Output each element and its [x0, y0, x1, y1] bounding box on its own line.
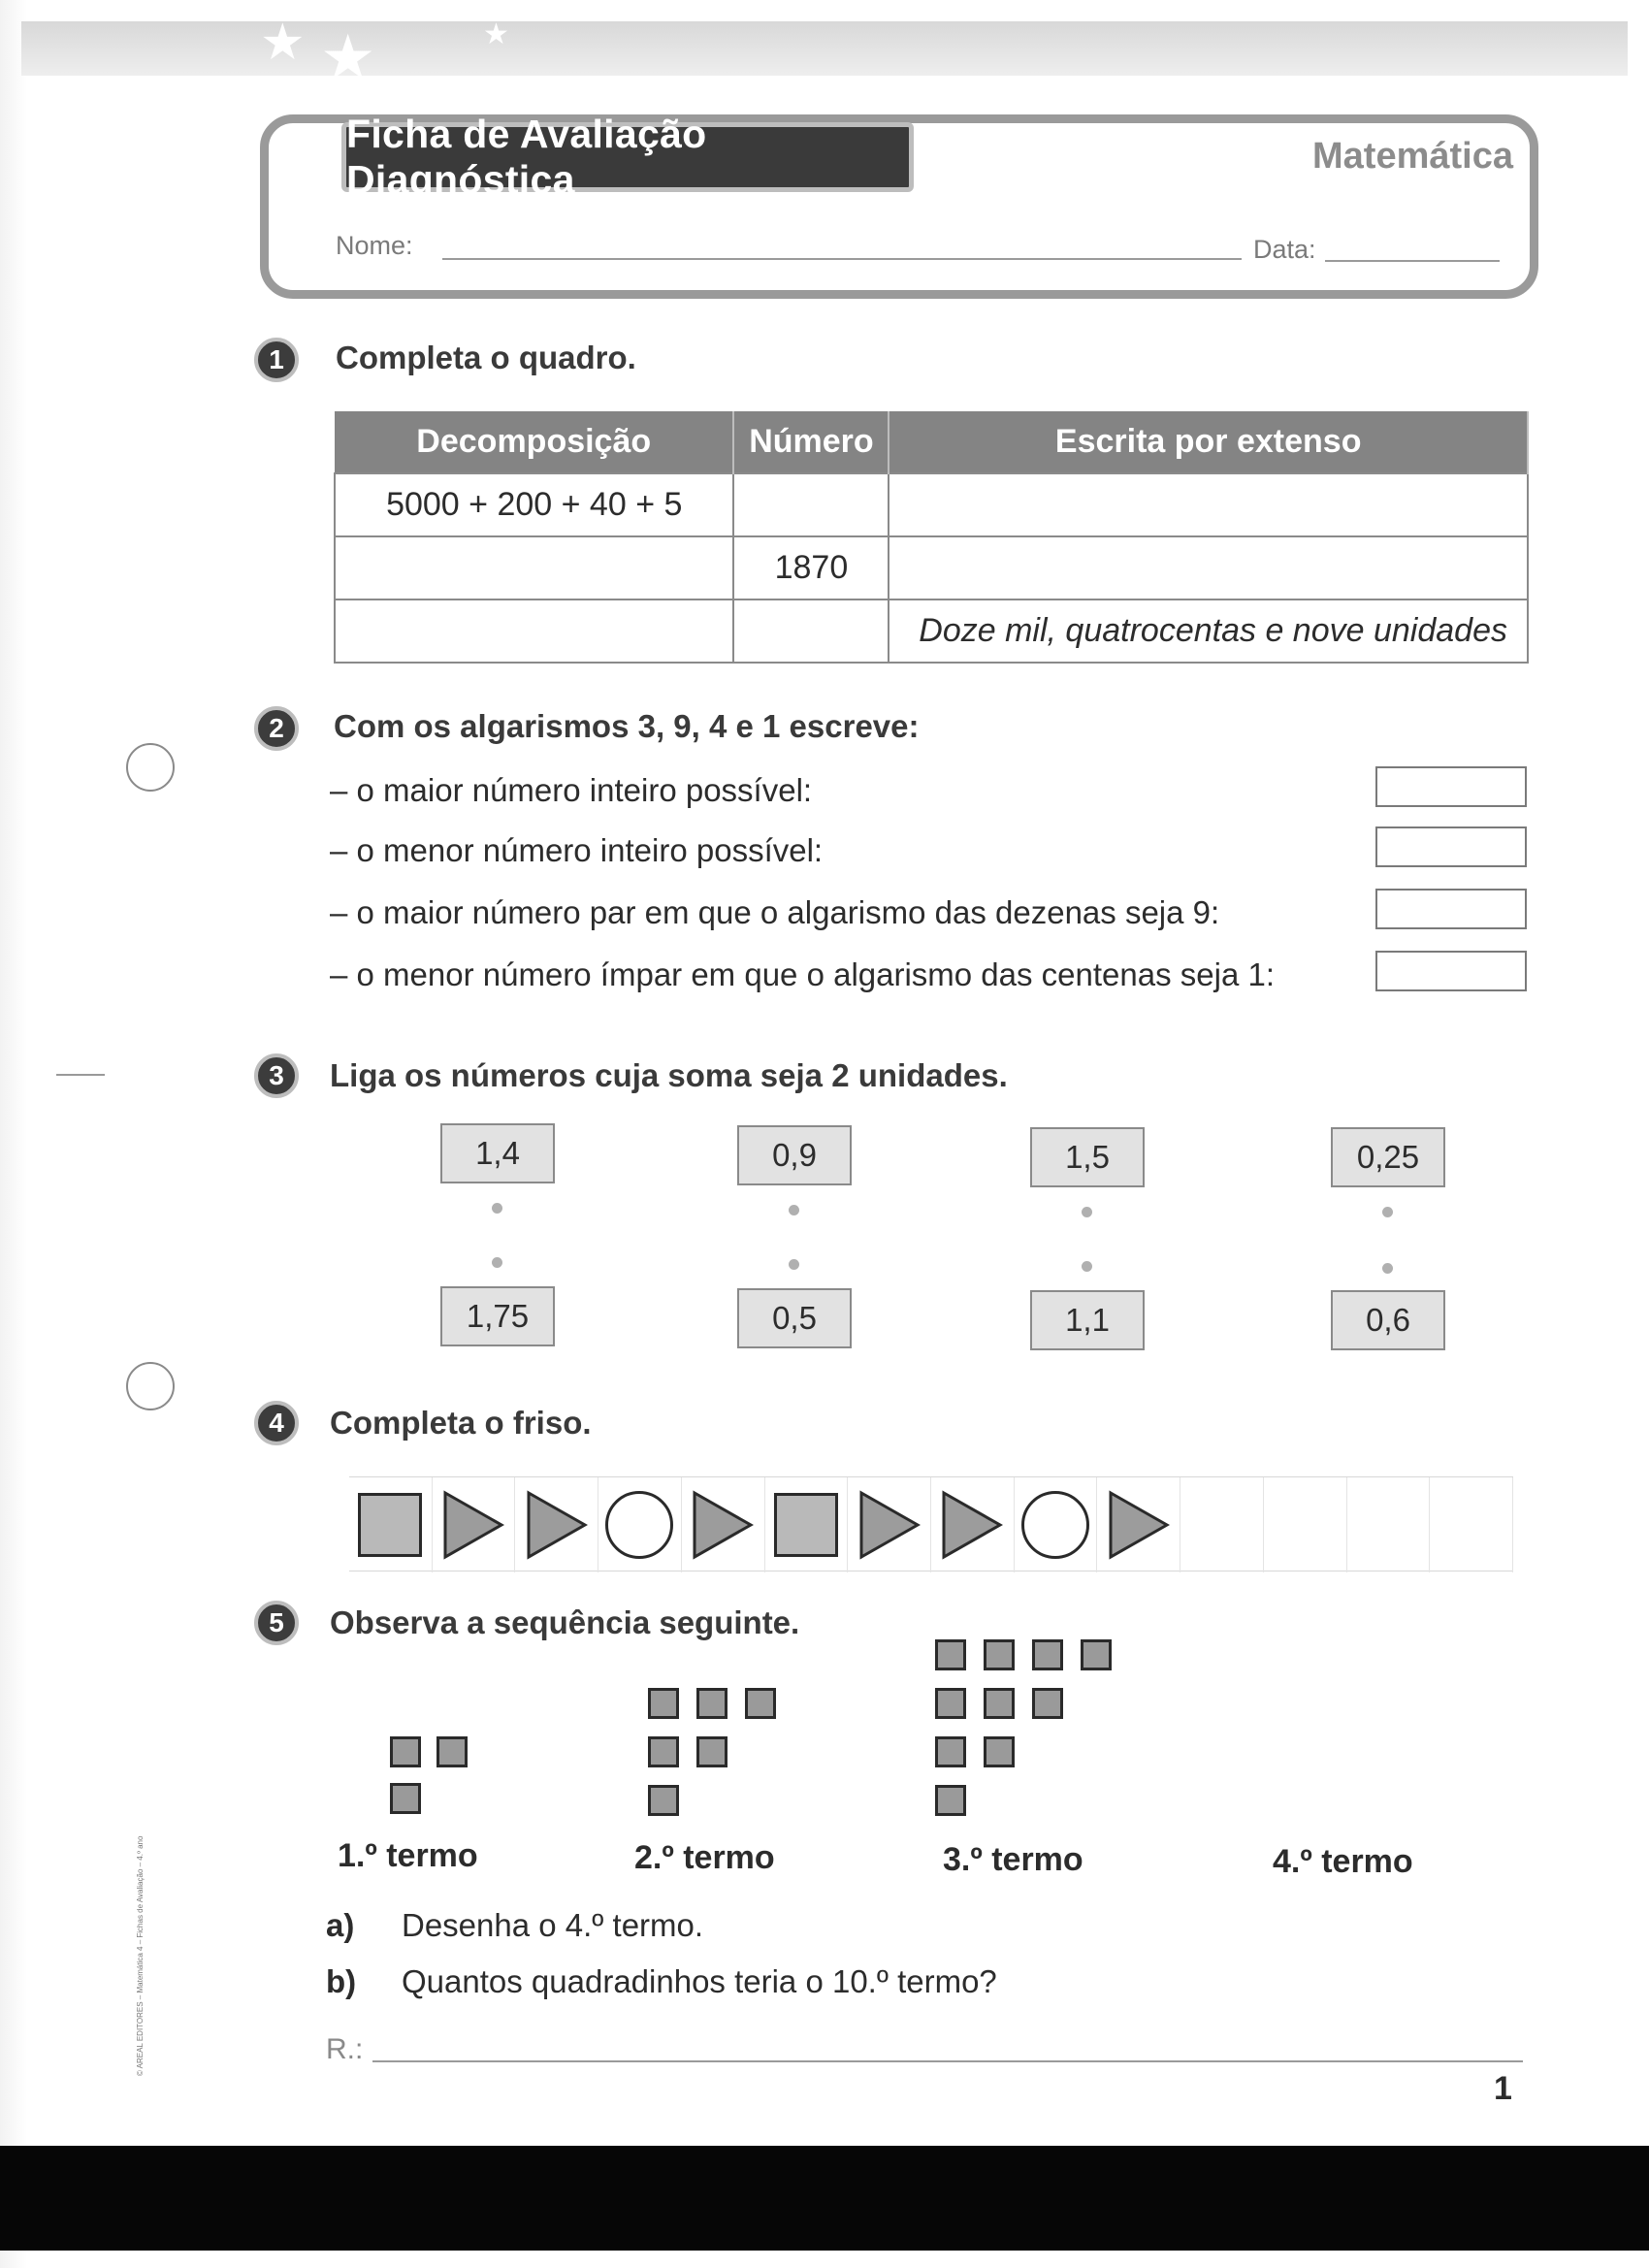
- answer-cell[interactable]: [889, 473, 1528, 536]
- punch-hole: [126, 1362, 175, 1410]
- table-row: [335, 536, 1528, 599]
- bottom-number-box[interactable]: 1,1: [1030, 1290, 1145, 1350]
- term-square: [935, 1736, 966, 1767]
- page-number: 1: [1494, 2070, 1512, 2107]
- top-number-box[interactable]: 1,4: [440, 1123, 555, 1183]
- term-square: [648, 1688, 679, 1719]
- question-1-title: Completa o quadro.: [336, 340, 636, 375]
- frieze-triangle: [433, 1477, 516, 1572]
- table-row: [335, 473, 1528, 536]
- item-largest-even: – o maior número par em que o algarismo das dezenas seja 9:: [330, 894, 1220, 930]
- frieze-triangle: [931, 1477, 1015, 1572]
- name-field[interactable]: [442, 258, 1242, 260]
- square-shape: [774, 1493, 838, 1557]
- triangle-shape: [858, 1490, 921, 1560]
- connection-dot[interactable]: [789, 1205, 799, 1215]
- term-square: [935, 1785, 966, 1816]
- triangle-shape: [692, 1490, 754, 1560]
- answer-cell[interactable]: [889, 536, 1528, 599]
- bottom-number-box[interactable]: 0,6: [1331, 1290, 1445, 1350]
- frieze-circle: [1015, 1477, 1098, 1572]
- column-header-decomposition: Decomposição: [335, 411, 733, 473]
- table-cell: 5000 + 200 + 40 + 5: [335, 473, 733, 536]
- star-icon: ★: [320, 22, 376, 92]
- worksheet-title: Ficha de Avaliação Diagnóstica: [341, 122, 914, 192]
- connection-dot[interactable]: [1382, 1207, 1393, 1217]
- term-square: [436, 1736, 468, 1767]
- answer-line[interactable]: [372, 2060, 1523, 2062]
- term-label: 1.º termo: [338, 1837, 478, 1874]
- triangle-shape: [526, 1490, 588, 1560]
- number-table: [334, 411, 1529, 664]
- frieze-circle: [598, 1477, 682, 1572]
- term-label: 2.º termo: [634, 1839, 775, 1876]
- frieze-strip: [349, 1476, 1513, 1571]
- circle-shape: [605, 1491, 673, 1559]
- answer-label: R.:: [326, 2033, 364, 2065]
- term-square: [984, 1736, 1015, 1767]
- term-square: [696, 1688, 728, 1719]
- question-2-number: 2: [254, 706, 299, 751]
- scan-bottom-bar: [0, 2146, 1649, 2251]
- term-square: [648, 1736, 679, 1767]
- term-square: [935, 1639, 966, 1670]
- punch-hole: [126, 743, 175, 792]
- question-5-number: 5: [254, 1601, 299, 1645]
- question-4-title: Completa o friso.: [330, 1405, 592, 1441]
- frieze-triangle: [1097, 1477, 1180, 1572]
- question-1-number: 1: [254, 338, 299, 382]
- connection-dot[interactable]: [789, 1259, 799, 1270]
- term-square: [745, 1688, 776, 1719]
- frieze-triangle: [682, 1477, 765, 1572]
- item-smallest-odd: – o menor número ímpar em que o algarismo das centenas seja 1:: [330, 956, 1276, 992]
- frieze-square: [349, 1477, 433, 1572]
- term-square: [390, 1783, 421, 1814]
- frieze-empty-cell[interactable]: [1264, 1477, 1347, 1572]
- frieze-empty-cell[interactable]: [1180, 1477, 1264, 1572]
- fold-mark: [56, 1074, 105, 1076]
- part-a-letter: a): [326, 1907, 355, 1943]
- term-square: [984, 1688, 1015, 1719]
- item-largest-number: – o maior número inteiro possível:: [330, 772, 813, 808]
- term-square: [1081, 1639, 1112, 1670]
- circle-shape: [1021, 1491, 1089, 1559]
- triangle-shape: [941, 1490, 1003, 1560]
- triangle-shape: [442, 1490, 504, 1560]
- item-smallest-number: – o menor número inteiro possível:: [330, 832, 824, 868]
- answer-box-largest[interactable]: [1375, 766, 1527, 807]
- part-b-text: Quantos quadradinhos teria o 10.º termo?: [402, 1963, 997, 1999]
- answer-box-smallest[interactable]: [1375, 826, 1527, 867]
- bottom-number-box[interactable]: 0,5: [737, 1288, 852, 1348]
- term-label: 3.º termo: [943, 1841, 1083, 1878]
- question-3-number: 3: [254, 1053, 299, 1098]
- answer-box-smallest-odd[interactable]: [1375, 951, 1527, 991]
- answer-cell[interactable]: [733, 473, 889, 536]
- connection-dot[interactable]: [1382, 1263, 1393, 1274]
- connection-dot[interactable]: [492, 1203, 502, 1214]
- term-square: [696, 1736, 728, 1767]
- top-number-box[interactable]: 0,25: [1331, 1127, 1445, 1187]
- frieze-square: [765, 1477, 849, 1572]
- subject-label: Matemática: [1312, 136, 1513, 177]
- term-square: [935, 1688, 966, 1719]
- answer-box-largest-even[interactable]: [1375, 889, 1527, 929]
- column-header-number: Número: [733, 411, 889, 473]
- table-cell: 1870: [733, 536, 889, 599]
- table-header-row: [335, 411, 1528, 473]
- star-icon: ★: [483, 18, 509, 50]
- term-label: 4.º termo: [1273, 1843, 1413, 1880]
- part-a-text: Desenha o 4.º termo.: [402, 1907, 704, 1943]
- answer-cell[interactable]: [733, 599, 889, 663]
- term-square: [1032, 1688, 1063, 1719]
- top-number-box[interactable]: 1,5: [1030, 1127, 1145, 1187]
- question-4-number: 4: [254, 1401, 299, 1445]
- bottom-number-box[interactable]: 1,75: [440, 1286, 555, 1346]
- column-header-written: Escrita por extenso: [889, 411, 1528, 473]
- date-label: Data:: [1253, 235, 1316, 264]
- connection-dot[interactable]: [1082, 1207, 1092, 1217]
- table-cell: Doze mil, quatrocentas e nove unidades: [889, 599, 1528, 663]
- answer-cell[interactable]: [335, 599, 733, 663]
- date-field[interactable]: [1325, 260, 1500, 262]
- part-b-letter: b): [326, 1963, 357, 1999]
- table-row: [335, 599, 1528, 663]
- square-shape: [358, 1493, 422, 1557]
- frieze-empty-cell[interactable]: [1430, 1477, 1513, 1572]
- connection-dot[interactable]: [492, 1257, 502, 1268]
- term-square: [390, 1736, 421, 1767]
- term-square: [984, 1639, 1015, 1670]
- name-label: Nome:: [336, 231, 413, 260]
- frieze-triangle: [515, 1477, 598, 1572]
- term-square: [1032, 1639, 1063, 1670]
- frieze-triangle: [848, 1477, 931, 1572]
- term-square: [648, 1785, 679, 1816]
- question-5-title: Observa a sequência seguinte.: [330, 1604, 800, 1640]
- copyright-note: © AREAL EDITORES – Matemática 4 – Fichas de Avaliação – 4.º ano: [136, 1835, 145, 2076]
- connection-dot[interactable]: [1082, 1261, 1092, 1272]
- star-icon: ★: [260, 15, 306, 71]
- question-2-title: Com os algarismos 3, 9, 4 e 1 escreve:: [334, 708, 920, 744]
- frieze-empty-cell[interactable]: [1347, 1477, 1431, 1572]
- question-3-title: Liga os números cuja soma seja 2 unidades.: [330, 1057, 1008, 1093]
- answer-cell[interactable]: [335, 536, 733, 599]
- triangle-shape: [1108, 1490, 1170, 1560]
- top-number-box[interactable]: 0,9: [737, 1125, 852, 1185]
